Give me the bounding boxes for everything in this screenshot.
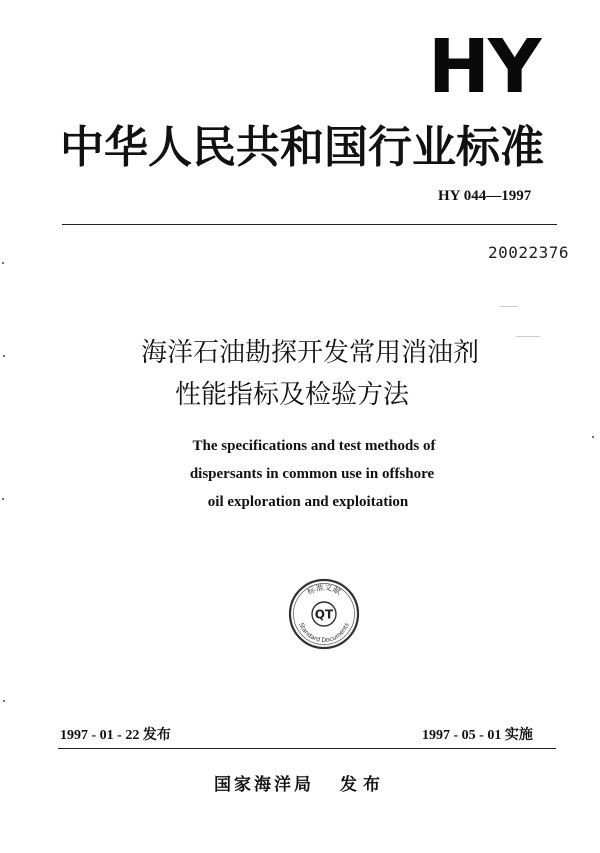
implementation-date: 1997 - 05 - 01 实施 [422,728,533,743]
scan-speck [3,355,5,357]
issuer-line [0,774,600,796]
english-title-line-2: dispersants in common use in offshore [189,466,435,482]
standard-documents-stamp [286,576,362,652]
scan-speck [2,498,4,500]
document-number: 20022376 [488,243,570,262]
scan-speck [2,262,4,264]
chinese-title-line-1: 海洋石油勘探开发常用消油剂 [140,338,479,368]
stamp-center-text: QT [314,607,334,622]
standard-code: HY 044—1997 [438,188,532,204]
hy-logo: HY [428,24,540,110]
chinese-title-line-2: 性能指标及检验方法 [174,380,409,410]
issue-date: 1997 - 01 - 22 发布 [60,728,171,743]
header-divider [62,224,557,225]
scan-mark [516,336,540,337]
scan-mark [500,306,518,307]
scan-speck [592,436,594,438]
footer-divider [58,748,556,749]
scan-speck [3,700,5,702]
issuing-action: 发布 [340,775,386,795]
english-title-line-3: oil exploration and exploitation [207,494,409,510]
english-title-line-1: The specifications and test methods of [192,438,436,454]
issuing-organization: 国家海洋局 [214,775,314,795]
standard-category-title: 中华人民共和国行业标准 [60,122,544,173]
stamp-bottom-text: Standard Documents [297,621,351,645]
stamp-top-text: 标准文献 [305,582,343,597]
